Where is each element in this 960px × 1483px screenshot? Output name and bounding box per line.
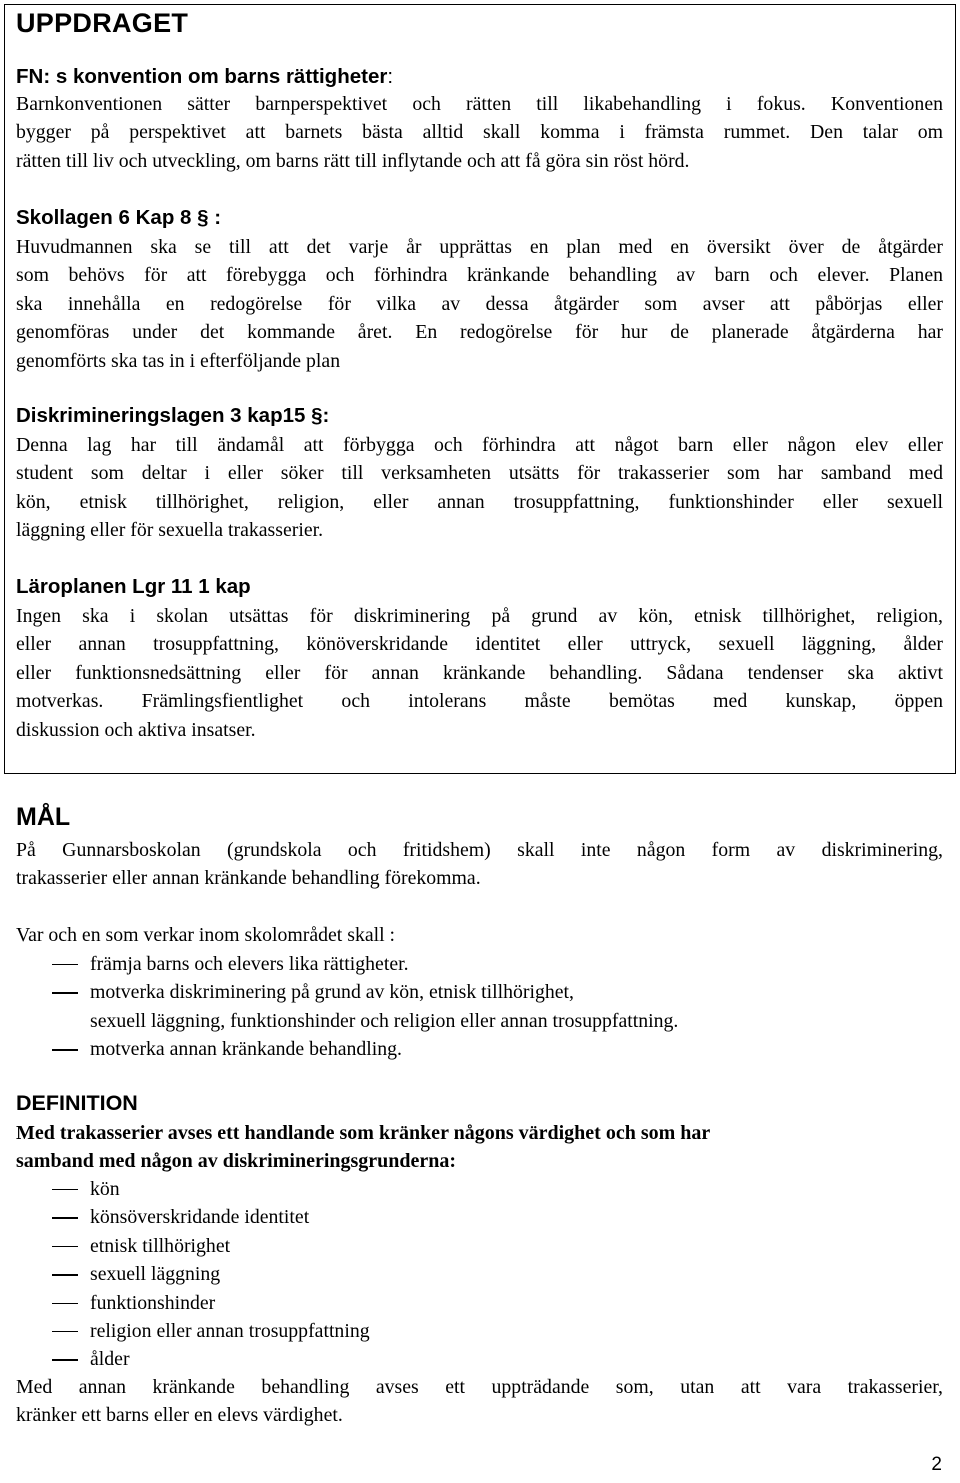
fn-line: bygger på perspektivet att barnets bästa alltid skall komma i främsta rummet. Den talar om — [16, 121, 943, 144]
diskrimineringslagen-line: kön, etnisk tillhörighet, religion, eller annan trosuppfattning, funktionshinder eller sexuell — [16, 490, 943, 513]
list-item: motverka annan kränkande behandling. — [16, 1035, 678, 1063]
fn-paragraph — [16, 90, 943, 175]
laroplanen-line: diskussion och aktiva insatser. — [16, 718, 256, 741]
skollagen-line: genomföras under det kommande året. En redogörelse för hur de planerade åtgärderna har — [16, 321, 943, 344]
fn-heading-text: FN: s konvention om barns rättigheter — [16, 65, 388, 88]
skollagen-line: Huvudmannen ska se till att det varje år upprättas en plan med en översikt över de åtgärder — [16, 236, 943, 258]
list-item: etnisk tillhörighet — [16, 1232, 370, 1260]
laroplanen-line: motverkas. Främlingsfientlighet och intolerans måste bemötas med kunskap, öppen — [16, 690, 943, 713]
diskrimineringslagen-line: student som deltar i eller söker till verksamheten utsätts för trakasserier som har samband med — [16, 462, 943, 485]
page-number: 2 — [931, 1454, 942, 1475]
definition-list — [16, 1175, 370, 1374]
skollagen-line: ska innehålla en redogörelse för vilka av dessa åtgärder som avser att påbörjas eller — [16, 292, 943, 315]
skollagen-paragraph — [16, 233, 943, 375]
list-item: främja barns och elevers lika rättigheter. — [16, 950, 678, 978]
dash-bullet-icon — [52, 1189, 78, 1190]
list-item: sexuell läggning — [16, 1260, 370, 1288]
list-item: könsöverskridande identitet — [16, 1203, 370, 1231]
dash-bullet-icon — [52, 992, 78, 993]
dash-bullet-icon — [52, 1331, 78, 1332]
mal-intro-line: Var och en som verkar inom skolområdet skall : — [16, 924, 396, 946]
dash-bullet-icon — [52, 1217, 78, 1218]
laroplanen-heading: Läroplanen Lgr 11 1 kap — [16, 575, 251, 598]
list-item: religion eller annan trosuppfattning — [16, 1317, 370, 1345]
list-item: motverka diskriminering på grund av kön, etnisk tillhörighet, sexuell läggning, funktionshinder och religion eller annan trosuppfattning. — [16, 978, 678, 1035]
laroplanen-line: eller funktionsnedsättning eller för annan kränkande behandling. Sådana tendenser ska aktivt — [16, 661, 943, 684]
fn-line: Barnkonventionen sätter barnperspektivet och rätten till likabehandling i fokus. Konventionen — [16, 93, 943, 115]
mal-intro — [16, 921, 943, 949]
definition-closing-paragraph — [16, 1373, 943, 1430]
definition-bold-line: Med trakasserier avses ett handlande som kränker någons värdighet och som har — [16, 1122, 711, 1144]
laroplanen-line: Ingen ska i skolan utsättas för diskriminering på grund av kön, etnisk tillhörighet, religion, — [16, 605, 943, 627]
mal-paragraph — [16, 836, 943, 893]
dash-bullet-icon — [52, 1049, 78, 1050]
list-item: kön — [16, 1175, 370, 1203]
fn-line: rätten till liv och utveckling, om barns rätt till inflytande och att få göra sin röst hörd. — [16, 149, 690, 172]
laroplanen-line: eller annan trosuppfattning, könöverskridande identitet eller uttryck, sexuell läggning, ålder — [16, 633, 943, 656]
diskrimineringslagen-line: Denna lag har till ändamål att förbygga och förhindra att något barn eller någon elev eller — [16, 434, 943, 456]
fn-heading-colon: : — [387, 65, 394, 88]
laroplanen-paragraph — [16, 602, 943, 744]
uppdraget-title: UPPDRAGET — [16, 8, 189, 38]
mal-line: På Gunnarsboskolan (grundskola och fritidshem) skall inte någon form av diskriminering, — [16, 839, 943, 861]
diskrimineringslagen-heading: Diskrimineringslagen 3 kap15 §: — [16, 404, 330, 427]
definition-bold-paragraph — [16, 1119, 943, 1176]
dash-bullet-icon — [52, 964, 78, 965]
dash-bullet-icon — [52, 1359, 78, 1360]
list-item: funktionshinder — [16, 1289, 370, 1317]
mal-heading: MÅL — [16, 803, 71, 831]
skollagen-line: som behövs för att förebygga och förhindra kränkande behandling av barn och elever. Planen — [16, 264, 943, 287]
mal-list — [16, 950, 678, 1064]
dash-bullet-icon — [52, 1303, 78, 1304]
mal-line: trakasserier eller annan kränkande behandling förekomma. — [16, 867, 481, 890]
dash-bullet-icon — [52, 1274, 78, 1275]
diskrimineringslagen-paragraph — [16, 431, 943, 545]
fn-heading — [16, 64, 393, 90]
dash-bullet-icon — [52, 1246, 78, 1247]
skollagen-heading: Skollagen 6 Kap 8 § : — [16, 206, 222, 229]
skollagen-line: genomförts ska tas in i efterföljande plan — [16, 349, 341, 372]
diskrimineringslagen-line: läggning eller för sexuella trakasserier. — [16, 519, 324, 542]
definition-closing-line: kränker ett barns eller en elevs värdighet. — [16, 1404, 343, 1427]
definition-bold-line: samband med någon av diskrimineringsgrunderna: — [16, 1150, 457, 1173]
definition-heading: DEFINITION — [16, 1091, 138, 1115]
definition-closing-line: Med annan kränkande behandling avses ett uppträdande som, utan att vara trakasserier, — [16, 1376, 943, 1398]
list-item: ålder — [16, 1345, 370, 1373]
